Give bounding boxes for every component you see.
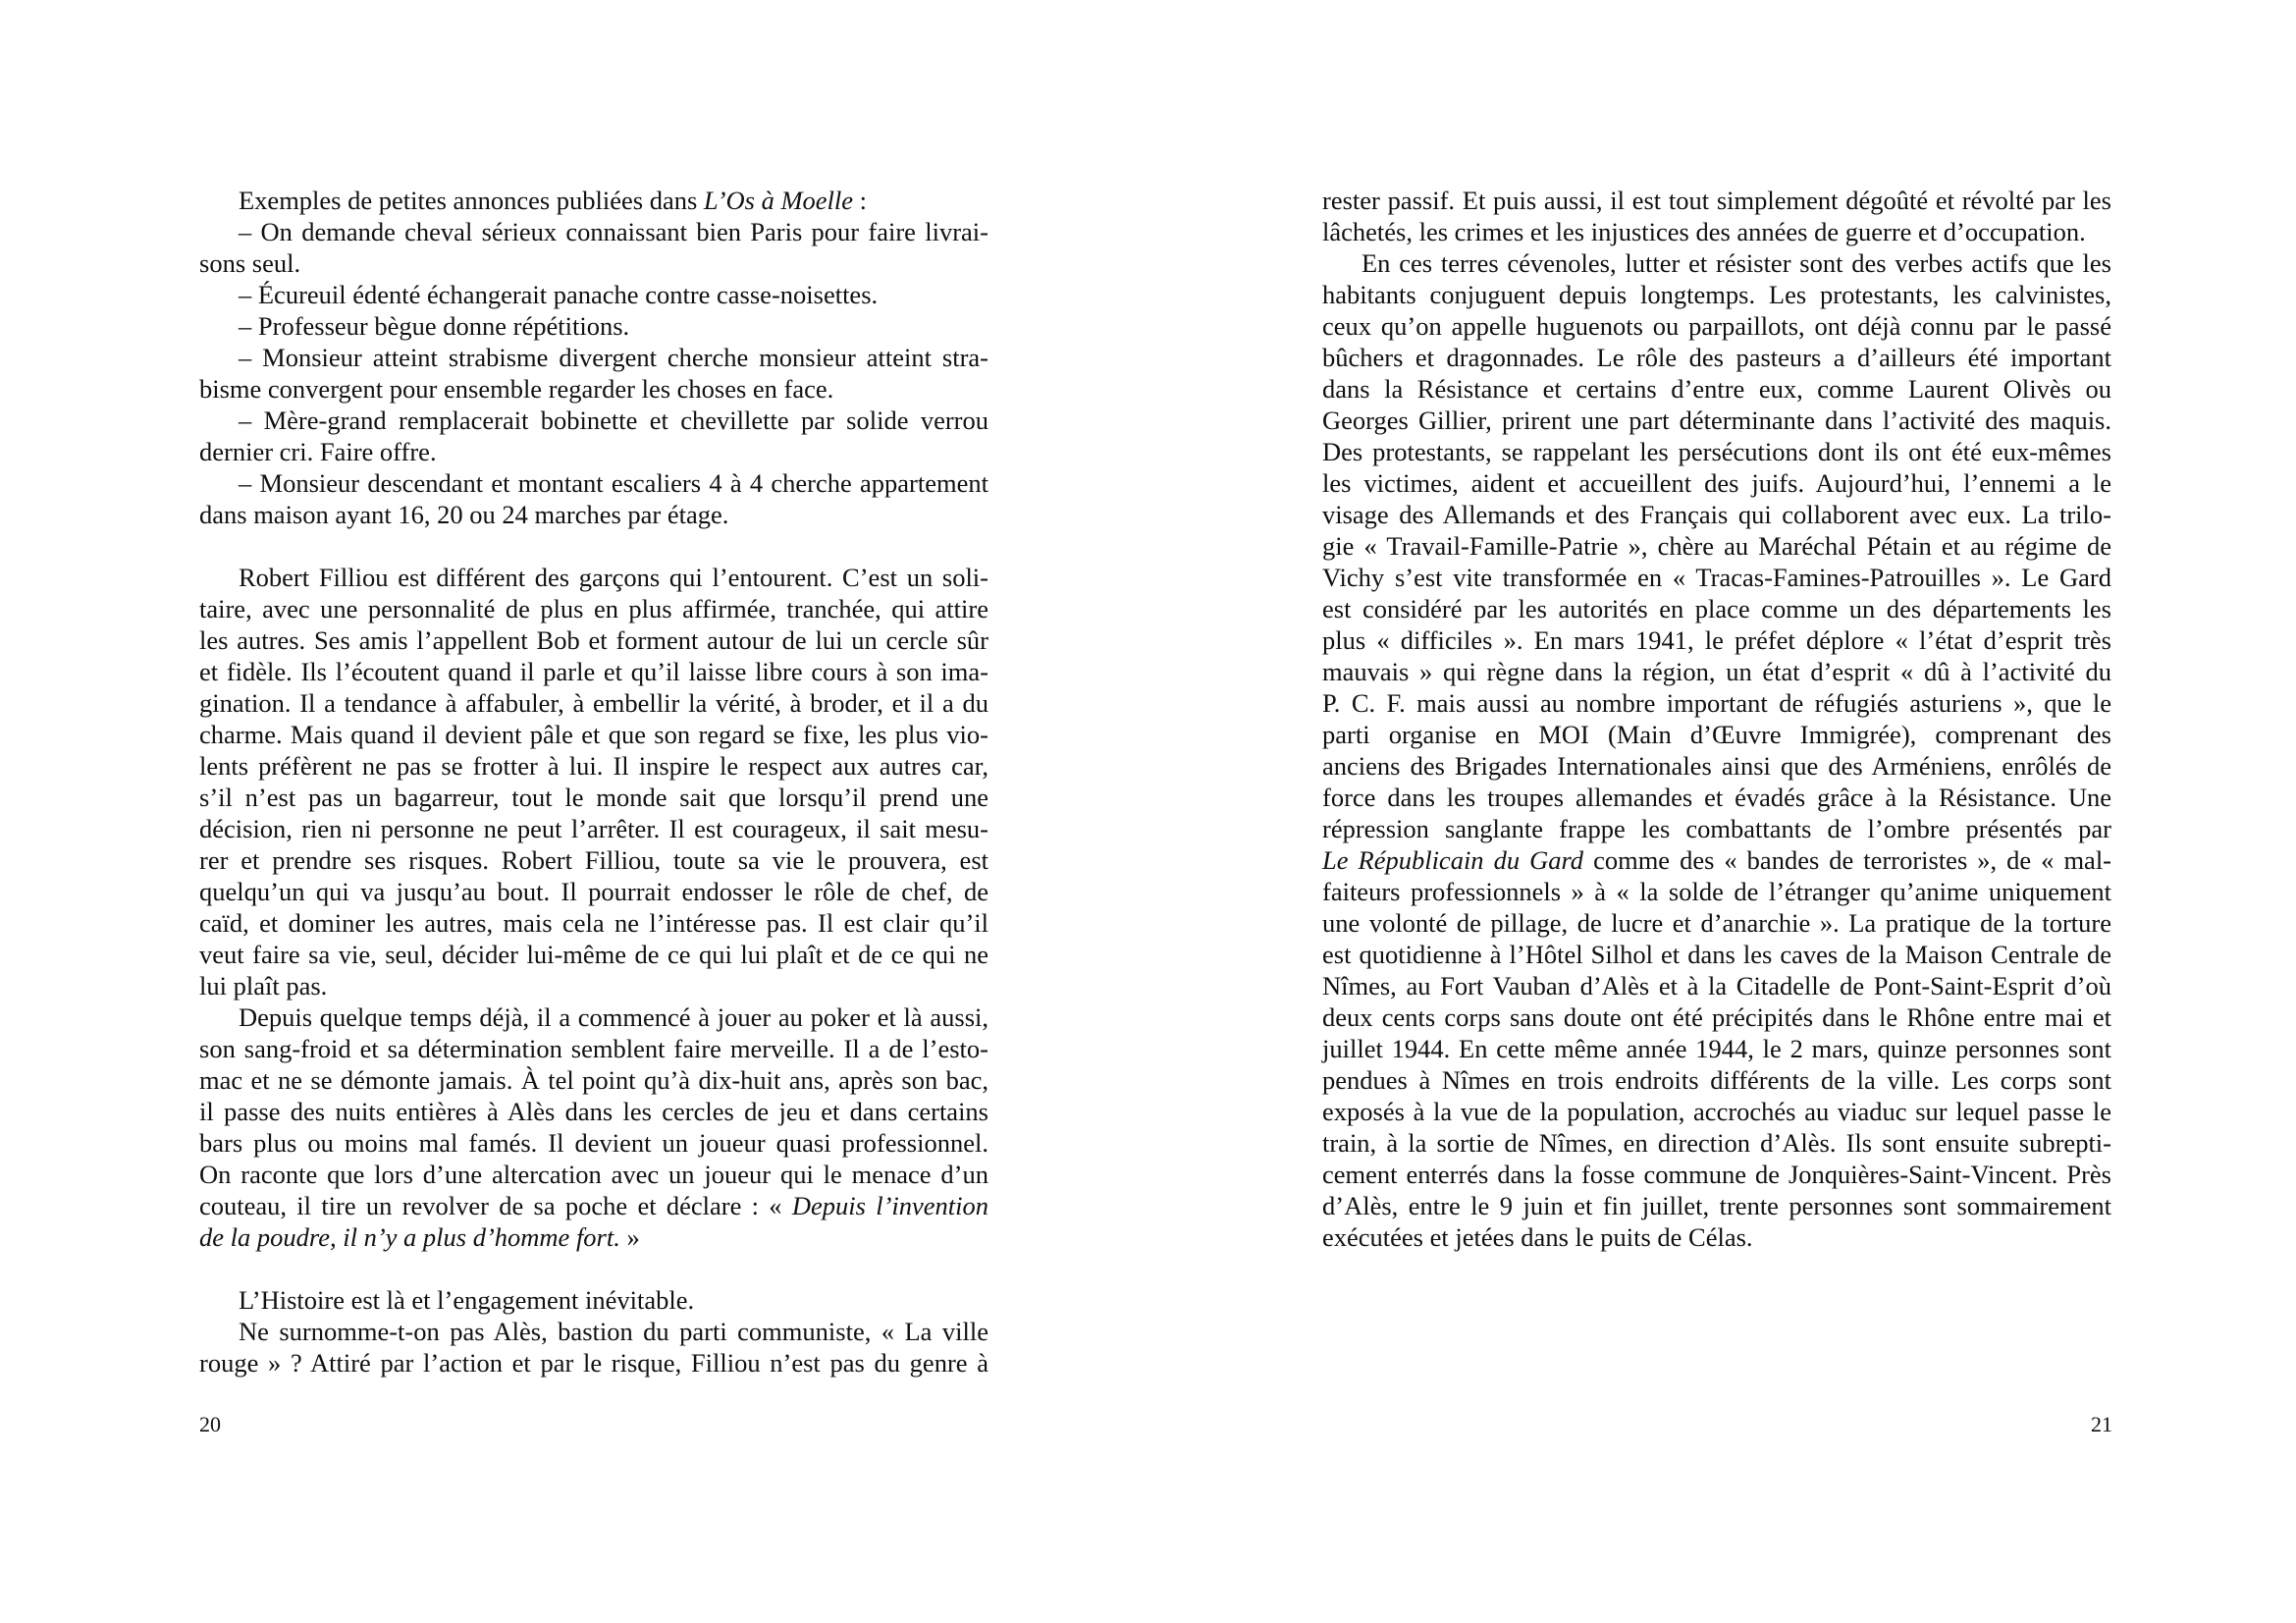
text-line: – Monsieur descendant et montant escaliers 4 à 4 cherche appartement [239, 468, 988, 498]
text-line: bisme convergent pour ensemble regarder les choses en face. [199, 374, 834, 404]
paragraph [199, 1001, 988, 1253]
text-line: lâchetés, les crimes et les injustices des années de guerre et d’occupation. [1322, 217, 2086, 246]
italic-text: de la poudre, il n’y a plus d’homme fort. [199, 1222, 620, 1252]
text-line: cement enterrés dans la fosse commune de Jonquières-Saint-Vincent. Près [1322, 1160, 2111, 1189]
paragraph [1322, 185, 2111, 247]
paragraph [199, 1284, 988, 1316]
text-line: sons seul. [199, 248, 301, 278]
text-line: train, à la sortie de Nîmes, en direction d’Alès. Ils sont ensuite subrepti- [1322, 1128, 2111, 1158]
text-line: pendues à Nîmes en trois endroits différents de la ville. Les corps sont [1322, 1065, 2111, 1095]
text-line: lui plaît pas. [199, 971, 328, 1001]
text-line: caïd, et dominer les autres, mais cela ne l’intéresse pas. Il est clair qu’il [199, 908, 988, 938]
paragraph [1322, 247, 2111, 1253]
text-line: bars plus ou moins mal famés. Il devient un joueur quasi professionnel. [199, 1128, 988, 1158]
paragraph-spacer [199, 530, 988, 562]
text-line: – Mère-grand remplacerait bobinette et chevillette par solide verrou [239, 406, 988, 435]
page-number-right: 21 [2091, 1412, 2112, 1436]
paragraph [199, 562, 988, 1001]
text-line: il passe des nuits entières à Alès dans les cercles de jeu et dans certains [199, 1097, 988, 1126]
text-segment: couteau, il tire un revolver de sa poche et déclare : « [199, 1191, 792, 1220]
text-line: Vichy s’est vite transformée en « Tracas-Famines-Patrouilles ». Le Gard [1322, 563, 2111, 592]
text-line: – Monsieur atteint strabisme divergent cherche monsieur atteint stra- [239, 343, 988, 372]
text-line: mac et ne se démonte jamais. À tel point qu’à dix-huit ans, après son bac, [199, 1065, 988, 1095]
text-line: Robert Filliou est différent des garçons qui l’entourent. C’est un soli- [239, 563, 988, 592]
text-line: – On demande cheval sérieux connaissant bien Paris pour faire livrai- [239, 217, 988, 246]
text-line [1322, 844, 2111, 876]
text-line: et fidèle. Ils l’écoutent quand il parle et qu’il laisse libre cours à son ima- [199, 657, 988, 686]
italic-text: L’Os à Moelle [703, 186, 854, 215]
text-line: d’Alès, entre le 9 juin et fin juillet, trente personnes sont sommairement [1322, 1191, 2111, 1220]
text-line: quelqu’un qui va jusqu’au bout. Il pourrait endosser le rôle de chef, de [199, 877, 988, 906]
text-line: les autres. Ses amis l’appellent Bob et forment autour de lui un cercle sûr [199, 625, 988, 655]
text-segment: » [619, 1222, 640, 1252]
text-line: force dans les troupes allemandes et évadés grâce à la Résistance. Une [1322, 783, 2111, 812]
paragraph-spacer [199, 1253, 988, 1284]
text-line: veut faire sa vie, seul, décider lui-même de ce qui lui plaît et de ce qui ne [199, 940, 988, 969]
text-line: lents préfèrent ne pas se frotter à lui. Il inspire le respect aux autres car, [199, 751, 988, 781]
text-line: répression sanglante frappe les combattants de l’ombre présentés par [1322, 814, 2111, 843]
text-line: exposés à la vue de la population, accrochés au viaduc sur lequel passe le [1322, 1097, 2111, 1126]
text-line: visage des Allemands et des Français qui collaborent avec eux. La trilo- [1322, 500, 2111, 529]
text-line: exécutées et jetées dans le puits de Célas. [1322, 1222, 1753, 1252]
text-line [199, 185, 988, 216]
text-line: Ne surnomme-t-on pas Alès, bastion du parti communiste, « La ville [239, 1317, 988, 1346]
text-segment: : [853, 186, 868, 215]
text-line [199, 1190, 988, 1221]
text-line: parti organise en MOI (Main d’Œuvre Immigrée), comprenant des [1322, 720, 2111, 749]
text-line: anciens des Brigades Internationales ainsi que des Arméniens, enrôlés de [1322, 751, 2111, 781]
text-line: – Écureuil édenté échangerait panache contre casse-noisettes. [239, 280, 879, 309]
text-line: dernier cri. Faire offre. [199, 437, 437, 466]
text-line: son sang-froid et sa détermination semblent faire merveille. Il a de l’esto- [199, 1034, 988, 1063]
text-line: dans maison ayant 16, 20 ou 24 marches par étage. [199, 500, 729, 529]
paragraph [199, 279, 988, 310]
text-segment: comme des « bandes de terroristes », de « mal- [1583, 845, 2112, 875]
italic-text: Le Républicain du Gard [1322, 845, 1584, 875]
text-line: Nîmes, au Fort Vauban d’Alès et à la Citadelle de Pont-Saint-Esprit d’où [1322, 971, 2111, 1001]
text-segment: Exemples de petites annonces publiées dans [239, 186, 704, 215]
paragraph [199, 1316, 988, 1379]
text-line: charme. Mais quand il devient pâle et que son regard se fixe, les plus vio- [199, 720, 988, 749]
paragraph [199, 342, 988, 405]
paragraph [199, 405, 988, 467]
paragraph [199, 216, 988, 279]
text-line: bûchers et dragonnades. Le rôle des pasteurs a d’ailleurs été important [1322, 343, 2111, 372]
text-line: gie « Travail-Famille-Patrie », chère au Maréchal Pétain et au régime de [1322, 531, 2111, 561]
text-line: habitants conjuguent depuis longtemps. Les protestants, les calvinistes, [1322, 280, 2111, 309]
text-line: Georges Gillier, prirent une part déterminante dans l’activité des maquis. [1322, 406, 2111, 435]
text-line: rester passif. Et puis aussi, il est tout simplement dégoûté et révolté par les [1322, 186, 2111, 215]
text-line: est considéré par les autorités en place comme un des départements les [1322, 594, 2111, 623]
text-line: Des protestants, se rappelant les persécutions dont ils ont été eux-mêmes [1322, 437, 2111, 466]
page-number-left: 20 [199, 1412, 221, 1436]
paragraph [199, 310, 988, 342]
text-line: L’Histoire est là et l’engagement inévitable. [239, 1285, 695, 1315]
text-line: s’il n’est pas un bagarreur, tout le monde sait que lorsqu’il prend une [199, 783, 988, 812]
text-line: En ces terres cévenoles, lutter et résister sont des verbes actifs que les [1362, 248, 2111, 278]
text-line: plus « difficiles ». En mars 1941, le préfet déplore « l’état d’esprit très [1322, 625, 2111, 655]
left-page-body [199, 185, 988, 1379]
text-line: deux cents corps sans doute ont été précipités dans le Rhône entre mai et [1322, 1002, 2111, 1032]
italic-text: Depuis l’invention [791, 1191, 989, 1220]
text-line: taire, avec une personnalité de plus en plus affirmée, tranchée, qui attire [199, 594, 988, 623]
text-line: Depuis quelque temps déjà, il a commencé à jouer au poker et là aussi, [239, 1002, 988, 1032]
paragraph [199, 185, 988, 216]
text-line: dans la Résistance et certains d’entre eux, comme Laurent Olivès ou [1322, 374, 2111, 404]
text-line: une volonté de pillage, de lucre et d’anarchie ». La pratique de la torture [1322, 908, 2111, 938]
text-line: On raconte que lors d’une altercation avec un joueur qui le menace d’un [199, 1160, 988, 1189]
text-line: gination. Il a tendance à affabuler, à embellir la vérité, à broder, et il a du [199, 688, 988, 718]
paragraph [199, 467, 988, 530]
text-line: P. C. F. mais aussi au nombre important de réfugiés asturiens », que le [1322, 688, 2111, 718]
text-line: rer et prendre ses risques. Robert Filliou, toute sa vie le prouvera, est [199, 845, 988, 875]
text-line [199, 1221, 988, 1253]
text-line: faiteurs professionnels » à « la solde de l’étranger qu’anime uniquement [1322, 877, 2111, 906]
text-line: mauvais » qui règne dans la région, un état d’esprit « dû à l’activité du [1322, 657, 2111, 686]
text-line: – Professeur bègue donne répétitions. [239, 311, 630, 341]
right-page-body [1322, 185, 2111, 1253]
text-line: ceux qu’on appelle huguenots ou parpaillots, ont déjà connu par le passé [1322, 311, 2111, 341]
text-line: est quotidienne à l’Hôtel Silhol et dans les caves de la Maison Centrale de [1322, 940, 2111, 969]
text-line: rouge » ? Attiré par l’action et par le risque, Filliou n’est pas du genre à [199, 1348, 988, 1378]
text-line: juillet 1944. En cette même année 1944, le 2 mars, quinze personnes sont [1322, 1034, 2111, 1063]
text-line: décision, rien ni personne ne peut l’arrêter. Il est courageux, il sait mesu- [199, 814, 988, 843]
text-line: les victimes, aident et accueillent des juifs. Aujourd’hui, l’ennemi a le [1322, 468, 2111, 498]
